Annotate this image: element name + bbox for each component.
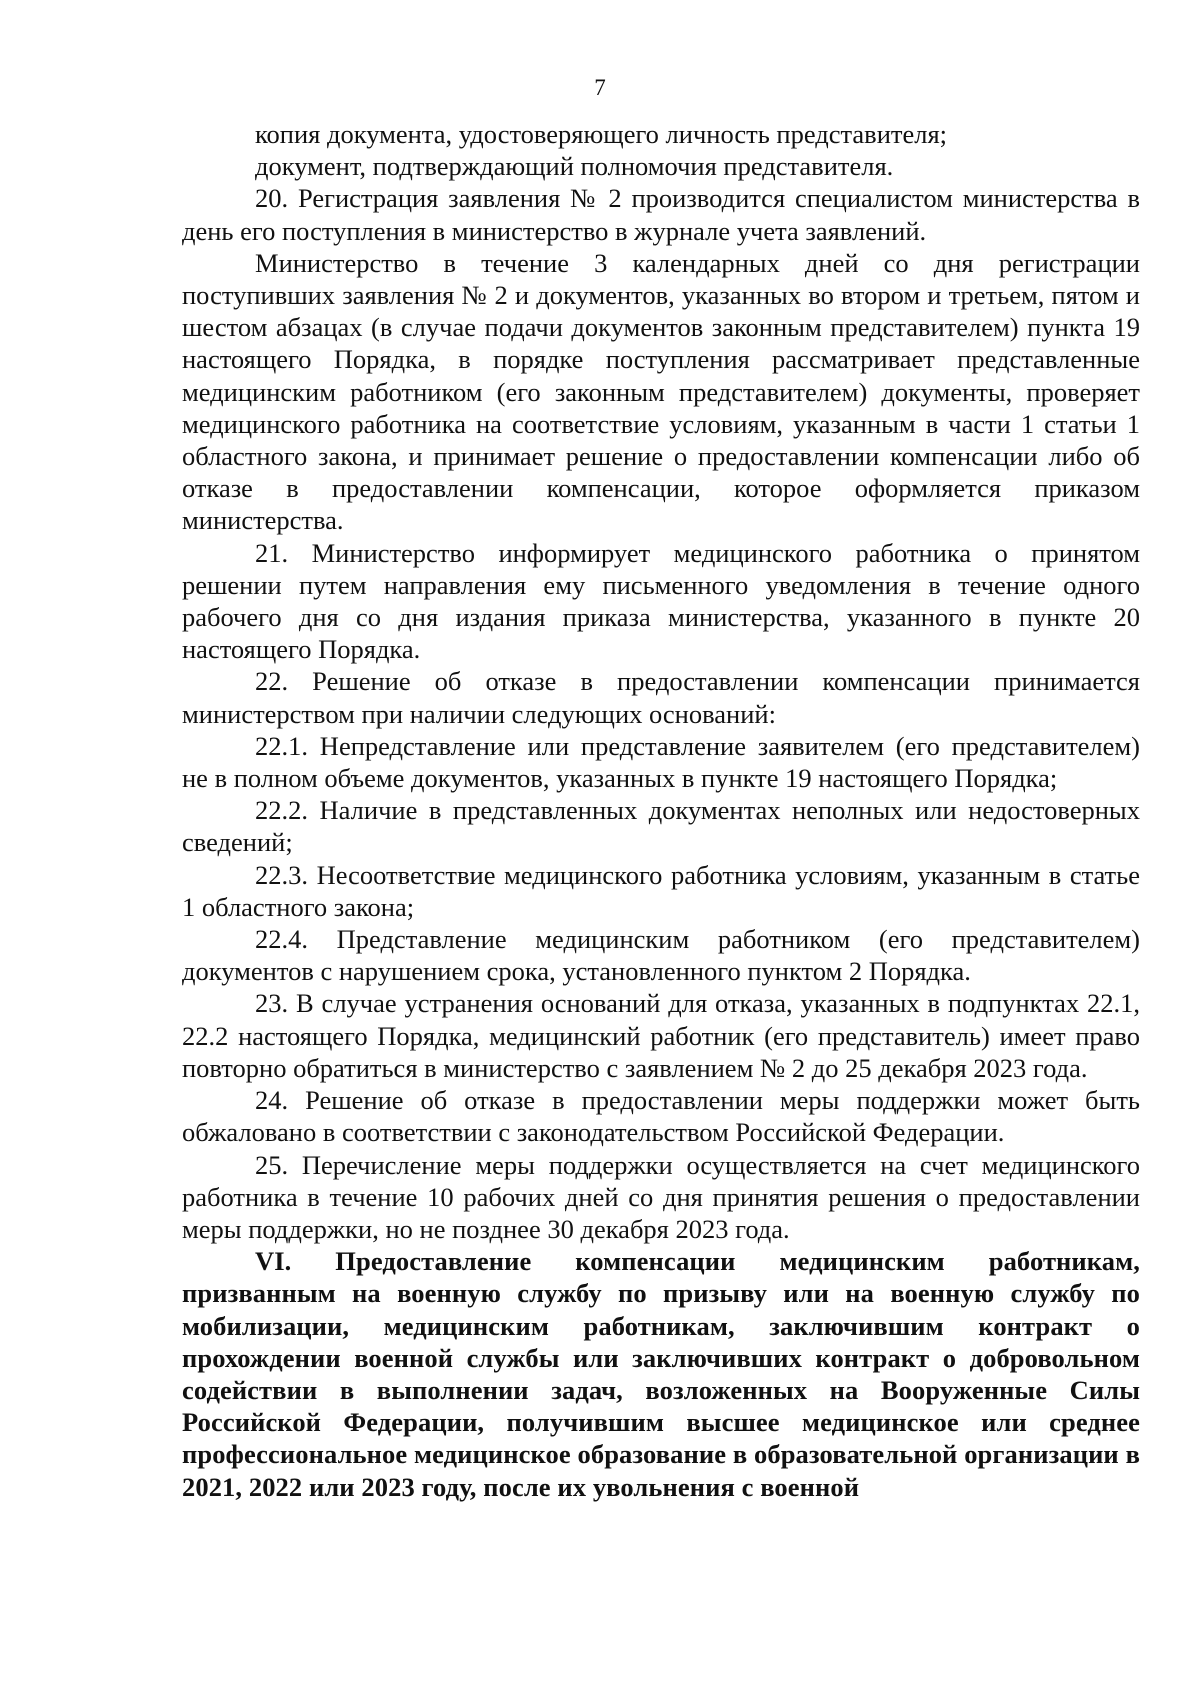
- paragraph-authority-doc: документ, подтверждающий полномочия представителя.: [255, 151, 894, 182]
- paragraph-24: 24. Решение об отказе в предоставлении меры поддержки может быть обжаловано в соответствии с законодательством Российской Федерации.: [182, 1085, 1140, 1148]
- paragraph-25: 25. Перечисление меры поддержки осуществляется на счет медицинского работника в течение 10 рабочих дней со дня принятия решения о предоставлении меры поддержки, но не позднее 30 декабря 2023 года.: [182, 1149, 1140, 1244]
- paragraph-20: 20. Регистрация заявления № 2 производится специалистом министерства в день его поступления в министерство в журнале учета заявлений.: [182, 183, 1140, 246]
- document-body: [182, 118, 1140, 1503]
- paragraph-20-review: Министерство в течение 3 календарных дней со дня регистрации поступивших заявления № 2 и документов, указанных во втором и третьем, пятом и шестом абзацах (в случае подачи документов законным представителем) пункта 19 настоящего Порядка, в порядке поступления рассматривает представленные медицинским работником (его законным представителем) документы, проверяет медицинского работника на соответствие условиям, указанным в части 1 статьи 1 областного закона, и принимает решение о предоставлении компенсации либо об отказе в предоставлении компенсации, которое оформляется приказом министерства.: [182, 247, 1140, 536]
- paragraph-22-2: 22.2. Наличие в представленных документах неполных или недостоверных сведений;: [182, 795, 1140, 858]
- paragraph-23: 23. В случае устранения оснований для отказа, указанных в подпунктах 22.1, 22.2 настоящего Порядка, медицинский работник (его представитель) имеет право повторно обратиться в министерство с заявлением № 2 до 25 декабря 2023 года.: [182, 988, 1140, 1083]
- page-number: 7: [594, 75, 606, 100]
- paragraph-copy-id: копия документа, удостоверяющего личность представителя;: [255, 119, 947, 149]
- paragraph-22: 22. Решение об отказе в предоставлении компенсации принимается министерством при наличии следующих оснований:: [182, 666, 1140, 729]
- paragraph-22-4: 22.4. Представление медицинским работником (его представителем) документов с нарушением срока, установленного пунктом 2 Порядка.: [182, 924, 1140, 987]
- paragraph-21: 21. Министерство информирует медицинского работника о принятом решении путем направления ему письменного уведомления в течение одного рабочего дня со дня издания приказа министерства, указанного в пункте 20 настоящего Порядка.: [182, 537, 1140, 665]
- section-heading: VI. Предоставление компенсации медицинским работникам, призванным на военную службу по призыву или на военную службу по мобилизации, медицинским работникам, заключившим контракт о прохождении военной службы или заключивших контракт о добровольном содействии в выполнении задач, возложенных на Вооруженные Силы Российской Федерации, получившим высшее медицинское или среднее профессиональное медицинское образование в образовательной организации в 2021, 2022 или 2023 году, после их увольнения с военной: [182, 1246, 1140, 1502]
- paragraph-22-1: 22.1. Непредставление или представление заявителем (его представителем) не в полном объеме документов, указанных в пункте 19 настоящего Порядка;: [182, 730, 1140, 794]
- paragraph-22-3: 22.3. Несоответствие медицинского работника условиям, указанным в статье 1 областного закона;: [182, 859, 1140, 922]
